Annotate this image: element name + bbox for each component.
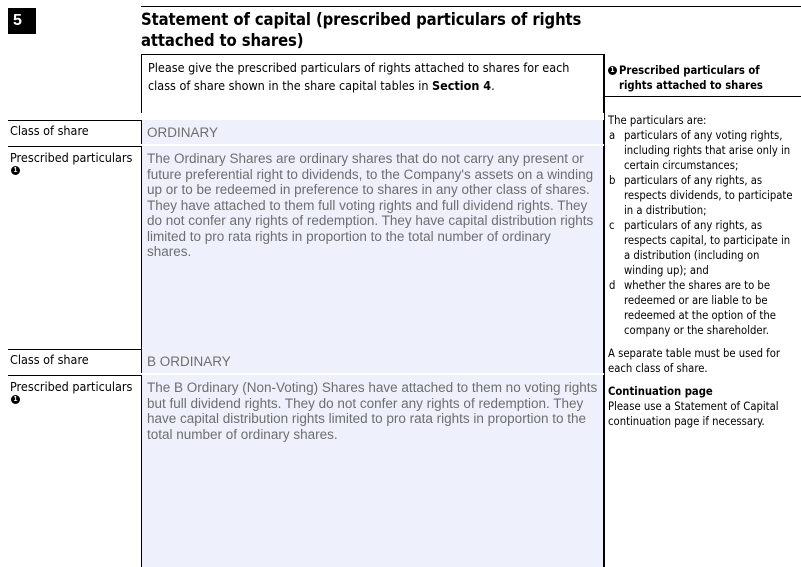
sidebar-heading-text: Prescribed particulars of rights attached to shares xyxy=(619,64,763,92)
class-of-share-value: B ORDINARY xyxy=(147,354,231,369)
class-of-share-field[interactable] xyxy=(141,120,604,144)
sidebar-heading xyxy=(608,63,796,93)
list-item-letter: c xyxy=(609,219,615,232)
list-item-letter: b xyxy=(609,174,616,187)
prescribed-particulars-label: Prescribed particulars xyxy=(10,379,133,394)
list-item-text: particulars of any rights, as respects capital, to participate in a distribution (including on winding up); and xyxy=(624,219,791,277)
class-of-share-label: Class of share xyxy=(10,352,89,367)
sidebar-list-item xyxy=(608,278,796,338)
prescribed-particulars-field[interactable] xyxy=(141,375,604,567)
info-marker-icon: 1 xyxy=(608,66,617,75)
instruction-text-end: . xyxy=(491,78,495,93)
sidebar-list-item xyxy=(608,128,796,173)
list-item-text: particulars of any voting rights, including rights that arise only in certain circumstances; xyxy=(624,129,791,172)
instruction-text-start: Please give the prescribed particulars of rights attached to shares for each class of share shown in the share capital tables in xyxy=(148,60,570,93)
instruction-section-ref: Section 4 xyxy=(432,78,492,93)
list-item-text: particulars of any rights, as respects dividends, to participate in a distribution; xyxy=(624,174,793,217)
continuation-text: Please use a Statement of Capital continuation page if necessary. xyxy=(608,400,779,428)
info-marker-icon: 1 xyxy=(11,166,20,175)
info-marker-icon: 1 xyxy=(11,395,20,404)
class-of-share-field[interactable] xyxy=(141,349,604,373)
instruction-text xyxy=(141,54,604,113)
prescribed-particulars-field[interactable] xyxy=(141,146,604,349)
list-item-letter: a xyxy=(609,129,616,142)
sidebar-list-item xyxy=(608,173,796,218)
sidebar-border xyxy=(604,54,605,567)
section-title: Statement of capital (prescribed particulars of rights attached to shares) xyxy=(141,10,582,50)
list-item-letter: d xyxy=(609,279,616,292)
prescribed-particulars-value: The B Ordinary (Non-Voting) Shares have attached to them no voting rights but full dividend rights. They do not confer any rights of redemption. They have capital distribution rights limited to pro rata rights in proportion to the total number of ordinary shares. xyxy=(147,380,598,442)
class-of-share-label: Class of share xyxy=(10,123,89,138)
continuation-title: Continuation page xyxy=(608,385,713,398)
separate-table-note: A separate table must be used for each class of share. xyxy=(608,347,780,375)
top-rule xyxy=(141,6,801,7)
section-number-badge: 5 xyxy=(8,8,36,34)
sidebar-list-item xyxy=(608,218,796,278)
prescribed-particulars-value: The Ordinary Shares are ordinary shares that do not carry any present or future preferential right to dividends, to the Company's assets on a winding up or to be redeemed in preference to shares in any other class of shares. They have attached to them full voting rights and full dividend rights. They do not confer any rights of redemption. They have capital distribution rights limited to pro rata rights in proportion to the total number of ordinary shares. xyxy=(147,151,594,259)
list-item-text: whether the shares are to be redeemed or are liable to be redeemed at the option of the company or the shareholder. xyxy=(624,279,776,337)
prescribed-particulars-label: Prescribed particulars xyxy=(10,150,133,165)
guidance-sidebar xyxy=(608,63,796,429)
class-of-share-value: ORDINARY xyxy=(147,125,219,140)
sidebar-intro: The particulars are: xyxy=(608,114,707,127)
